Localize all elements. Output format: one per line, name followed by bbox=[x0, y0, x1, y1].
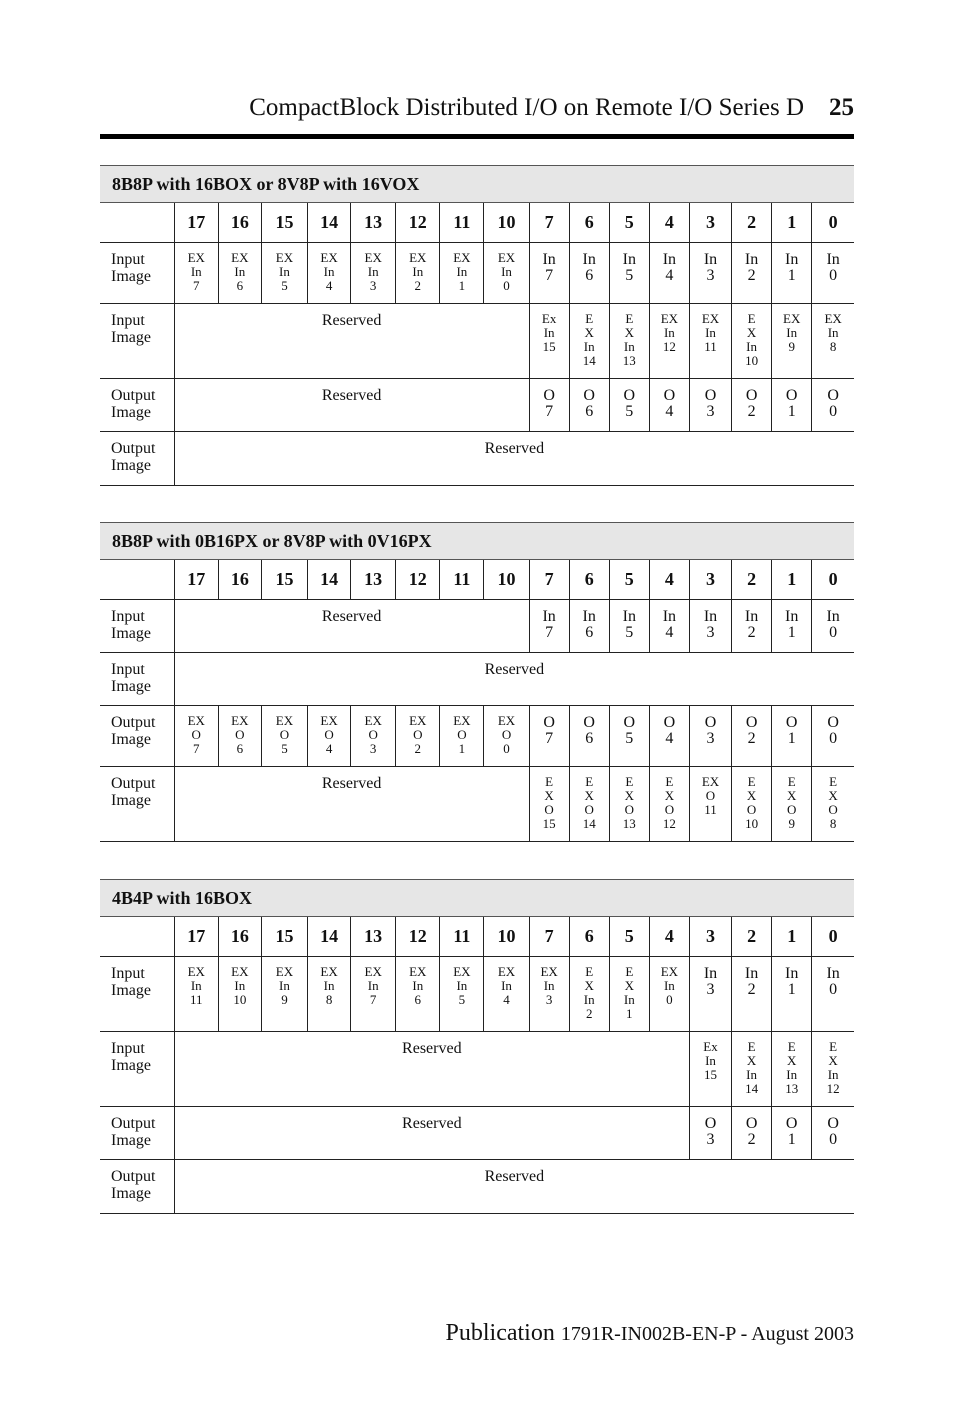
bit-cell: EX In 7 bbox=[351, 957, 396, 1032]
bit-cell: EX O 2 bbox=[396, 706, 440, 767]
bit-cell: O 0 bbox=[812, 379, 854, 432]
bit-cell: E X In 1 bbox=[609, 957, 649, 1032]
bit-cell: O 6 bbox=[569, 379, 609, 432]
bit-cell: In 5 bbox=[609, 600, 649, 653]
io-table-0b16px bbox=[100, 522, 854, 842]
page-header bbox=[100, 90, 854, 130]
bit-number-header: 12 bbox=[396, 917, 440, 957]
bit-cell: Ex In 15 bbox=[689, 1032, 731, 1107]
table-row bbox=[100, 432, 854, 486]
bit-cell: In 2 bbox=[732, 600, 772, 653]
bit-cell: EX In 0 bbox=[649, 957, 689, 1032]
bit-cell: In 3 bbox=[689, 957, 731, 1032]
bit-cell: O 1 bbox=[772, 379, 812, 432]
bit-number-header: 10 bbox=[484, 203, 529, 243]
bit-cell: In 0 bbox=[812, 243, 854, 304]
row-label: Output Image bbox=[100, 432, 174, 486]
table-row bbox=[100, 1160, 854, 1214]
bit-number-header: 13 bbox=[351, 560, 396, 600]
bit-cell: E X O 9 bbox=[772, 767, 812, 842]
bit-number-header: 11 bbox=[440, 203, 484, 243]
bit-cell: EX In 0 bbox=[484, 243, 529, 304]
bit-cell: EX In 9 bbox=[261, 957, 307, 1032]
bit-cell: EX O 1 bbox=[440, 706, 484, 767]
row-label: Output Image bbox=[100, 706, 174, 767]
bit-cell: O 3 bbox=[689, 379, 731, 432]
bit-cell: EX In 11 bbox=[689, 304, 731, 379]
bit-cell: EX In 2 bbox=[396, 243, 440, 304]
bit-cell: EX In 3 bbox=[529, 957, 569, 1032]
bit-number-header: 15 bbox=[261, 560, 307, 600]
bit-cell: EX In 5 bbox=[440, 957, 484, 1032]
bit-number-header: 2 bbox=[732, 917, 772, 957]
bit-number-header: 5 bbox=[609, 203, 649, 243]
reserved-cell: Reserved bbox=[174, 432, 854, 486]
bit-cell: O 0 bbox=[812, 706, 854, 767]
header-rule bbox=[100, 134, 854, 139]
bit-number-header: 17 bbox=[174, 560, 218, 600]
bit-cell: O 4 bbox=[649, 706, 689, 767]
bit-cell: In 1 bbox=[772, 243, 812, 304]
bit-number-header: 6 bbox=[569, 560, 609, 600]
bit-number-header: 11 bbox=[440, 560, 484, 600]
reserved-cell: Reserved bbox=[174, 1107, 689, 1160]
bit-number-header: 3 bbox=[689, 560, 731, 600]
bit-number-header: 4 bbox=[649, 203, 689, 243]
table-row bbox=[100, 653, 854, 706]
table-row bbox=[100, 243, 854, 304]
corner-cell bbox=[100, 203, 174, 243]
table-row bbox=[100, 1032, 854, 1107]
bit-number-header: 11 bbox=[440, 917, 484, 957]
bit-number-header: 7 bbox=[529, 203, 569, 243]
bit-cell: E X In 14 bbox=[732, 1032, 772, 1107]
row-label: Input Image bbox=[100, 243, 174, 304]
bit-number-header: 15 bbox=[261, 917, 307, 957]
bit-header-row bbox=[100, 203, 854, 243]
bit-cell: E X O 13 bbox=[609, 767, 649, 842]
bit-number-header: 7 bbox=[529, 560, 569, 600]
bit-cell: O 2 bbox=[732, 1107, 772, 1160]
bit-cell: E X In 2 bbox=[569, 957, 609, 1032]
bit-number-header: 0 bbox=[812, 203, 854, 243]
table-row bbox=[100, 304, 854, 379]
bit-number-header: 6 bbox=[569, 917, 609, 957]
bit-number-header: 4 bbox=[649, 560, 689, 600]
bit-number-header: 10 bbox=[484, 560, 529, 600]
corner-cell bbox=[100, 917, 174, 957]
bit-cell: EX In 4 bbox=[484, 957, 529, 1032]
bit-cell: In 6 bbox=[569, 600, 609, 653]
bit-cell: EX In 8 bbox=[308, 957, 351, 1032]
bit-number-header: 5 bbox=[609, 917, 649, 957]
bit-header-row bbox=[100, 560, 854, 600]
bit-cell: O 3 bbox=[689, 1107, 731, 1160]
bit-cell: EX O 11 bbox=[689, 767, 731, 842]
table-row bbox=[100, 379, 854, 432]
bit-cell: O 0 bbox=[812, 1107, 854, 1160]
bit-cell: EX In 6 bbox=[396, 957, 440, 1032]
bit-cell: EX O 0 bbox=[484, 706, 529, 767]
bit-number-header: 5 bbox=[609, 560, 649, 600]
bit-cell: EX In 11 bbox=[174, 957, 218, 1032]
table-title: 4B4P with 16BOX bbox=[100, 879, 854, 917]
bit-map-table bbox=[100, 203, 854, 486]
bit-cell: EX In 7 bbox=[174, 243, 218, 304]
bit-number-header: 14 bbox=[308, 560, 351, 600]
bit-cell: E X O 8 bbox=[812, 767, 854, 842]
bit-cell: Ex In 15 bbox=[529, 304, 569, 379]
bit-number-header: 10 bbox=[484, 917, 529, 957]
row-label: Input Image bbox=[100, 653, 174, 706]
bit-number-header: 1 bbox=[772, 203, 812, 243]
bit-number-header: 17 bbox=[174, 917, 218, 957]
bit-cell: O 7 bbox=[529, 379, 569, 432]
bit-cell: In 4 bbox=[649, 600, 689, 653]
reserved-cell: Reserved bbox=[174, 1032, 689, 1107]
bit-number-header: 3 bbox=[689, 203, 731, 243]
bit-number-header: 12 bbox=[396, 560, 440, 600]
bit-cell: O 1 bbox=[772, 1107, 812, 1160]
bit-cell: EX O 3 bbox=[351, 706, 396, 767]
bit-cell: EX In 8 bbox=[812, 304, 854, 379]
bit-cell: In 7 bbox=[529, 600, 569, 653]
publication-code: 1791R-IN002B-EN-P - August 2003 bbox=[560, 1323, 854, 1345]
bit-cell: O 5 bbox=[609, 706, 649, 767]
bit-cell: In 7 bbox=[529, 243, 569, 304]
bit-cell: O 6 bbox=[569, 706, 609, 767]
table-title: 8B8P with 0B16PX or 8V8P with 0V16PX bbox=[100, 522, 854, 560]
bit-cell: In 0 bbox=[812, 600, 854, 653]
reserved-cell: Reserved bbox=[174, 1160, 854, 1214]
bit-number-header: 14 bbox=[308, 917, 351, 957]
reserved-cell: Reserved bbox=[174, 379, 529, 432]
bit-cell: In 3 bbox=[689, 600, 731, 653]
bit-number-header: 6 bbox=[569, 203, 609, 243]
table-title: 8B8P with 16BOX or 8V8P with 16VOX bbox=[100, 165, 854, 203]
bit-number-header: 15 bbox=[261, 203, 307, 243]
bit-cell: EX In 5 bbox=[261, 243, 307, 304]
bit-number-header: 3 bbox=[689, 917, 731, 957]
bit-cell: O 2 bbox=[732, 379, 772, 432]
bit-cell: In 1 bbox=[772, 600, 812, 653]
page-footer bbox=[446, 1320, 854, 1347]
bit-cell: EX In 1 bbox=[440, 243, 484, 304]
bit-number-header: 14 bbox=[308, 203, 351, 243]
bit-number-header: 17 bbox=[174, 203, 218, 243]
bit-number-header: 1 bbox=[772, 560, 812, 600]
bit-number-header: 4 bbox=[649, 917, 689, 957]
table-row bbox=[100, 767, 854, 842]
bit-cell: E X O 10 bbox=[732, 767, 772, 842]
bit-cell: E X O 12 bbox=[649, 767, 689, 842]
bit-map-table bbox=[100, 917, 854, 1214]
bit-cell: In 1 bbox=[772, 957, 812, 1032]
bit-number-header: 2 bbox=[732, 560, 772, 600]
bit-cell: E X O 15 bbox=[529, 767, 569, 842]
bit-number-header: 13 bbox=[351, 203, 396, 243]
bit-number-header: 16 bbox=[218, 203, 261, 243]
bit-cell: E X O 14 bbox=[569, 767, 609, 842]
reserved-cell: Reserved bbox=[174, 767, 529, 842]
bit-map-table bbox=[100, 560, 854, 842]
bit-cell: EX O 4 bbox=[308, 706, 351, 767]
bit-cell: In 2 bbox=[732, 243, 772, 304]
bit-cell: In 6 bbox=[569, 243, 609, 304]
table-row bbox=[100, 600, 854, 653]
bit-number-header: 16 bbox=[218, 560, 261, 600]
bit-number-header: 7 bbox=[529, 917, 569, 957]
bit-cell: O 1 bbox=[772, 706, 812, 767]
row-label: Input Image bbox=[100, 600, 174, 653]
bit-cell: EX In 12 bbox=[649, 304, 689, 379]
bit-cell: EX O 5 bbox=[261, 706, 307, 767]
bit-number-header: 0 bbox=[812, 917, 854, 957]
bit-cell: E X In 10 bbox=[732, 304, 772, 379]
bit-cell: EX In 6 bbox=[218, 243, 261, 304]
table-row bbox=[100, 706, 854, 767]
bit-number-header: 0 bbox=[812, 560, 854, 600]
table-row bbox=[100, 1107, 854, 1160]
bit-cell: O 4 bbox=[649, 379, 689, 432]
bit-cell: O 2 bbox=[732, 706, 772, 767]
bit-cell: EX In 9 bbox=[772, 304, 812, 379]
bit-number-header: 16 bbox=[218, 917, 261, 957]
bit-header-row bbox=[100, 917, 854, 957]
bit-cell: EX O 7 bbox=[174, 706, 218, 767]
header-title: CompactBlock Distributed I/O on Remote I/O Series D bbox=[249, 94, 804, 121]
bit-cell: E X In 13 bbox=[772, 1032, 812, 1107]
bit-number-header: 2 bbox=[732, 203, 772, 243]
row-label: Input Image bbox=[100, 1032, 174, 1107]
io-table-16box bbox=[100, 165, 854, 486]
page-number: 25 bbox=[829, 94, 854, 121]
bit-cell: EX O 6 bbox=[218, 706, 261, 767]
bit-cell: EX In 3 bbox=[351, 243, 396, 304]
row-label: Input Image bbox=[100, 957, 174, 1032]
io-table-4b4p bbox=[100, 879, 854, 1214]
row-label: Output Image bbox=[100, 767, 174, 842]
bit-cell: O 5 bbox=[609, 379, 649, 432]
reserved-cell: Reserved bbox=[174, 600, 529, 653]
bit-cell: In 0 bbox=[812, 957, 854, 1032]
bit-cell: O 7 bbox=[529, 706, 569, 767]
bit-cell: In 2 bbox=[732, 957, 772, 1032]
reserved-cell: Reserved bbox=[174, 653, 854, 706]
footer-label: Publication bbox=[445, 1320, 555, 1346]
bit-cell: EX In 4 bbox=[308, 243, 351, 304]
corner-cell bbox=[100, 560, 174, 600]
bit-cell: E X In 12 bbox=[812, 1032, 854, 1107]
row-label: Output Image bbox=[100, 1160, 174, 1214]
bit-cell: E X In 14 bbox=[569, 304, 609, 379]
table-row bbox=[100, 957, 854, 1032]
bit-number-header: 13 bbox=[351, 917, 396, 957]
row-label: Output Image bbox=[100, 1107, 174, 1160]
reserved-cell: Reserved bbox=[174, 304, 529, 379]
bit-cell: O 3 bbox=[689, 706, 731, 767]
bit-cell: EX In 10 bbox=[218, 957, 261, 1032]
bit-cell: In 3 bbox=[689, 243, 731, 304]
bit-cell: E X In 13 bbox=[609, 304, 649, 379]
bit-number-header: 12 bbox=[396, 203, 440, 243]
bit-cell: In 5 bbox=[609, 243, 649, 304]
bit-number-header: 1 bbox=[772, 917, 812, 957]
bit-cell: In 4 bbox=[649, 243, 689, 304]
row-label: Output Image bbox=[100, 379, 174, 432]
row-label: Input Image bbox=[100, 304, 174, 379]
